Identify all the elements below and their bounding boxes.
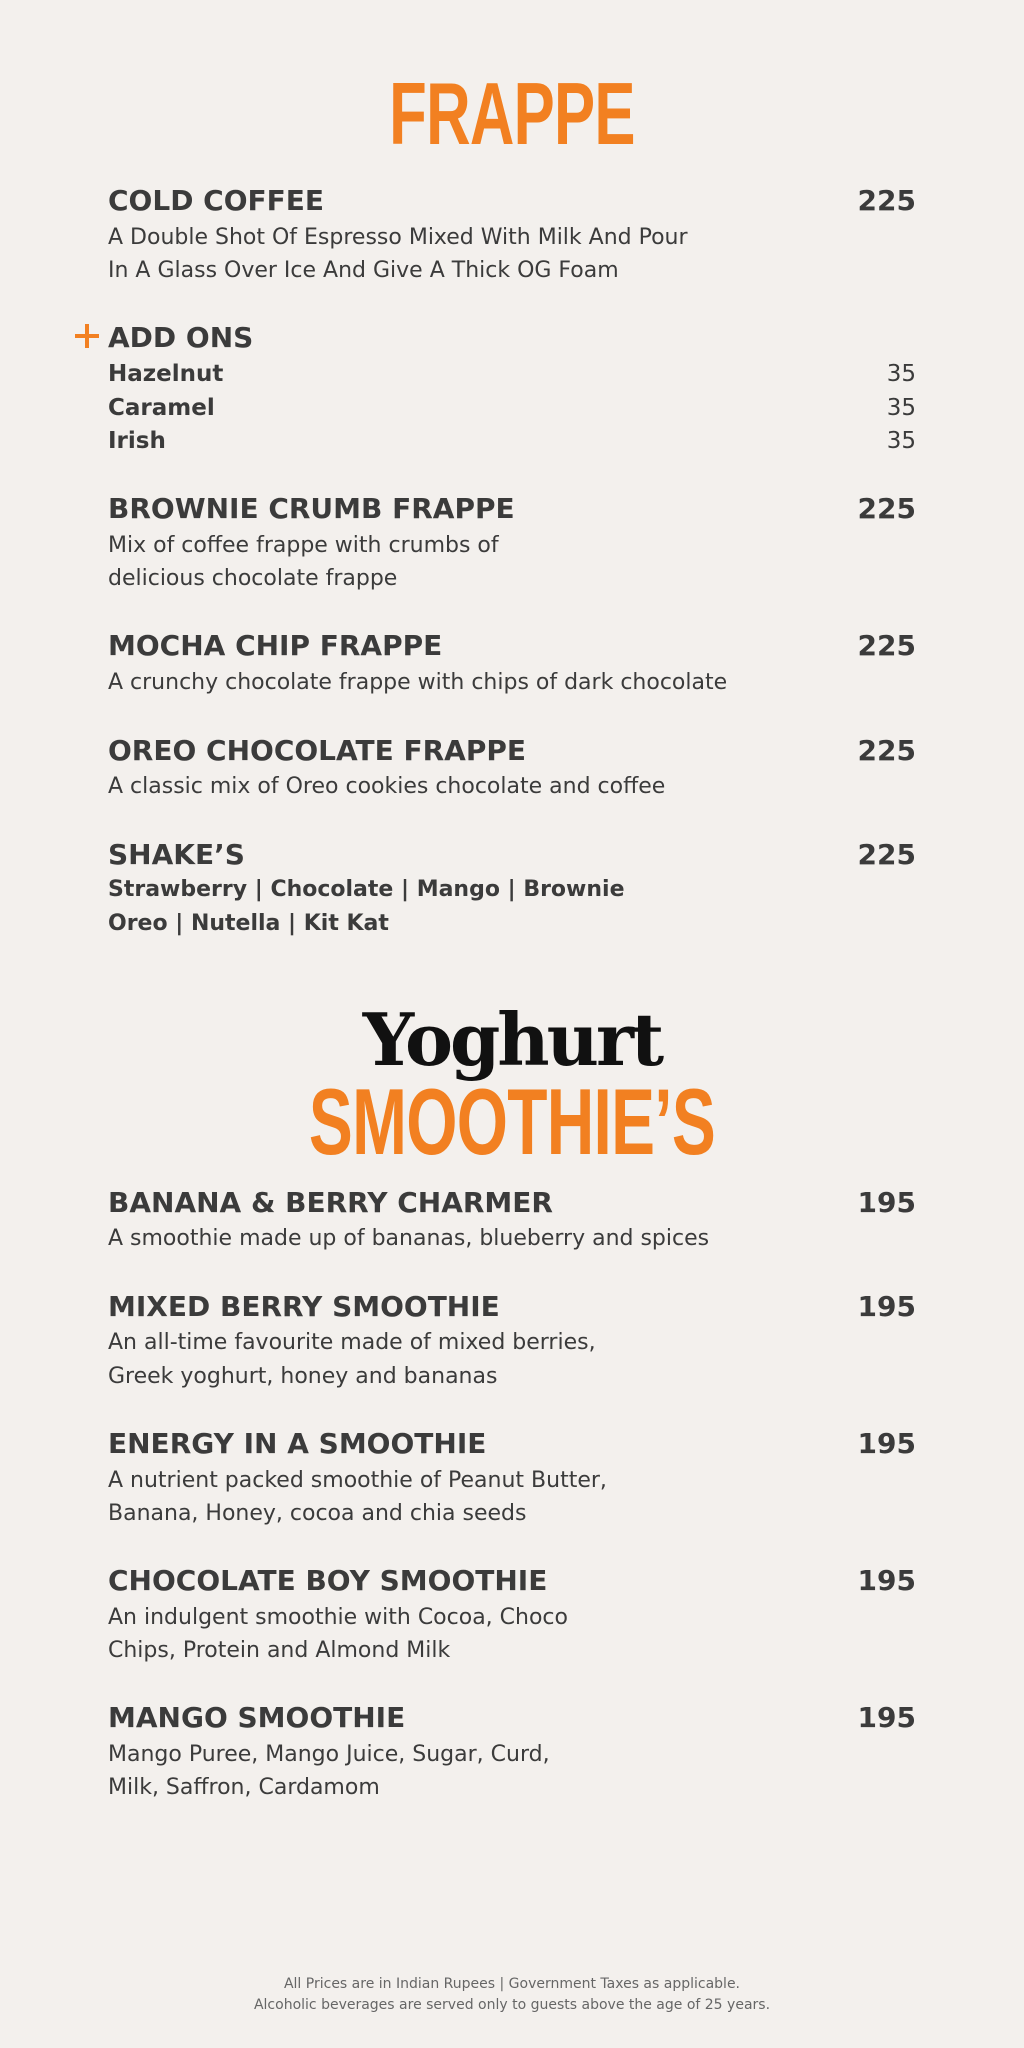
menu-item-price-chocolate-boy-smoothie: 195 — [857, 1564, 916, 1597]
menu-item-desc-mixed-berry-smoothie-2: Greek yoghurt, honey and bananas — [108, 1364, 498, 1389]
menu-item-desc-brownie-crumb-frappe-1: Mix of coffee frappe with crumbs of — [108, 533, 499, 558]
addon-name-irish: Irish — [108, 428, 166, 454]
menu-item-price-mango-smoothie: 195 — [857, 1701, 916, 1734]
menu-item-desc-shakes-2: Oreo | Nutella | Kit Kat — [108, 911, 389, 936]
menu-item-name-cold-coffee: COLD COFFEE — [108, 184, 325, 217]
menu-item-name-chocolate-boy-smoothie: CHOCOLATE BOY SMOOTHIE — [108, 1564, 548, 1597]
addon-name-caramel: Caramel — [108, 395, 215, 421]
menu-item-name-mixed-berry-smoothie: MIXED BERRY SMOOTHIE — [108, 1290, 500, 1323]
menu-item-desc-energy-smoothie-1: A nutrient packed smoothie of Peanut Butter, — [108, 1468, 607, 1493]
menu-item-desc-chocolate-boy-smoothie-2: Chips, Protein and Almond Milk — [108, 1638, 451, 1663]
plus-icon — [75, 324, 99, 348]
menu-item-desc-mixed-berry-smoothie-1: An all-time favourite made of mixed berries, — [108, 1330, 596, 1355]
addon-name-hazelnut: Hazelnut — [108, 361, 224, 387]
menu-item-desc-brownie-crumb-frappe-2: delicious chocolate frappe — [108, 566, 398, 591]
addons-title: ADD ONS — [108, 321, 254, 354]
menu-item-name-banana-berry-charmer: BANANA & BERRY CHARMER — [108, 1186, 553, 1219]
yoghurt-script-title: Yoghurt — [362, 997, 662, 1082]
menu-item-price-mocha-chip-frappe: 225 — [857, 629, 916, 662]
menu-item-desc-mango-smoothie-1: Mango Puree, Mango Juice, Sugar, Curd, — [108, 1742, 550, 1767]
footer-prices-note: All Prices are in Indian Rupees | Government Taxes as applicable. — [283, 1976, 741, 1992]
menu-item-name-mango-smoothie: MANGO SMOOTHIE — [108, 1701, 406, 1734]
footer-alcohol-note: Alcoholic beverages are served only to guests above the age of 25 years. — [253, 1997, 771, 2013]
menu-item-price-energy-smoothie: 195 — [857, 1427, 916, 1460]
menu-item-price-mixed-berry-smoothie: 195 — [857, 1290, 916, 1323]
menu-item-price-banana-berry-charmer: 195 — [857, 1186, 916, 1219]
menu-item-name-brownie-crumb-frappe: BROWNIE CRUMB FRAPPE — [108, 492, 515, 525]
menu-item-price-brownie-crumb-frappe: 225 — [857, 492, 916, 525]
menu-item-desc-shakes-1: Strawberry | Chocolate | Mango | Brownie — [108, 877, 625, 902]
menu-item-name-energy-smoothie: ENERGY IN A SMOOTHIE — [108, 1427, 487, 1460]
menu-item-desc-banana-berry-charmer-1: A smoothie made up of bananas, blueberry and spices — [108, 1226, 710, 1251]
menu-item-desc-chocolate-boy-smoothie-1: An indulgent smoothie with Cocoa, Choco — [108, 1605, 568, 1630]
frappe-section-title: FRAPPE — [389, 64, 635, 163]
smoothies-section-title: SMOOTHIE’S — [308, 1069, 716, 1174]
addon-price-caramel: 35 — [886, 395, 916, 421]
menu-item-name-mocha-chip-frappe: MOCHA CHIP FRAPPE — [108, 629, 443, 662]
menu-item-desc-cold-coffee-2: In A Glass Over Ice And Give A Thick OG Foam — [108, 258, 619, 283]
menu-item-name-oreo-chocolate-frappe: OREO CHOCOLATE FRAPPE — [108, 734, 527, 767]
menu-item-name-shakes: SHAKE’S — [108, 838, 245, 871]
addon-price-irish: 35 — [886, 428, 916, 454]
addon-price-hazelnut: 35 — [886, 361, 916, 387]
menu-item-desc-oreo-chocolate-frappe-1: A classic mix of Oreo cookies chocolate and coffee — [108, 774, 666, 799]
menu-item-price-cold-coffee: 225 — [857, 184, 916, 217]
menu-item-price-oreo-chocolate-frappe: 225 — [857, 734, 916, 767]
menu-item-desc-mocha-chip-frappe-1: A crunchy chocolate frappe with chips of dark chocolate — [108, 670, 728, 695]
menu-item-desc-cold-coffee-1: A Double Shot Of Espresso Mixed With Milk And Pour — [108, 225, 688, 250]
menu-item-desc-energy-smoothie-2: Banana, Honey, cocoa and chia seeds — [108, 1501, 527, 1526]
menu-item-desc-mango-smoothie-2: Milk, Saffron, Cardamom — [108, 1775, 380, 1800]
menu-item-price-shakes: 225 — [857, 838, 916, 871]
